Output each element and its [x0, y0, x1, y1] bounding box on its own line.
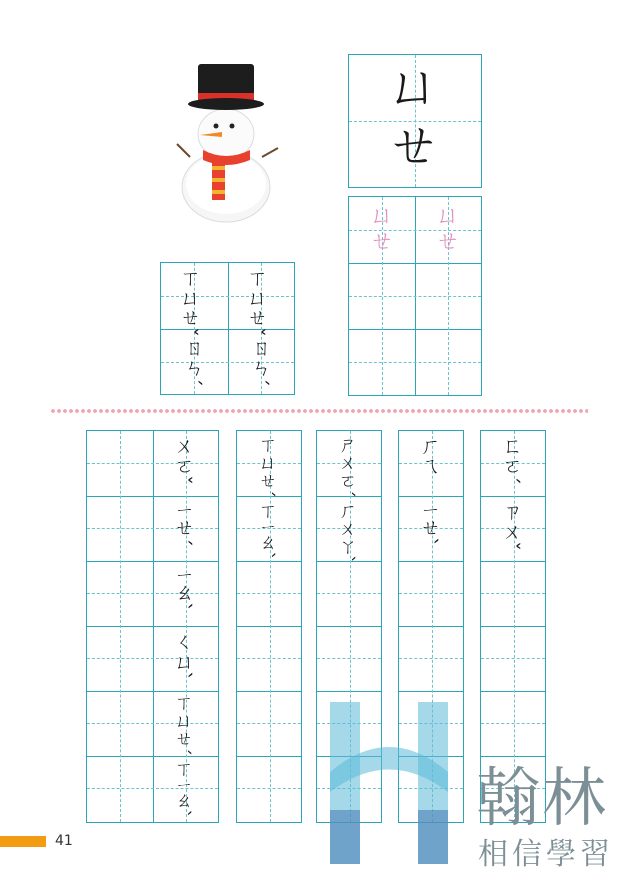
trace-char-2-top: ㄩ: [436, 201, 460, 229]
practice-entry: ㄧㄝˋ: [417, 501, 441, 547]
practice-entry: ㄈㄛˊ: [499, 435, 523, 485]
example-word-2-row2: ㄖㄣˊ: [248, 337, 272, 387]
snowman-illustration: [170, 62, 285, 224]
practice-entry: ㄧㄝˊ: [171, 501, 195, 547]
practice-entry: ㄒㄧㄠˋ: [256, 501, 277, 561]
practice-entry: ㄒㄩㄝˊ: [172, 693, 193, 756]
publisher-logo-slogan: 相信學習: [478, 837, 614, 872]
practice-column-4: [236, 430, 302, 823]
practice-entry: ㄧㄠˋ: [171, 566, 195, 612]
trace-char-1-bottom: ㄝ: [370, 227, 394, 255]
practice-entry: ㄨㄛˇ: [171, 435, 195, 485]
practice-entry: ㄒㄩㄝˊ: [256, 435, 277, 498]
main-char-top: ㄩ: [387, 54, 441, 117]
practice-entry: ㄏㄨㄚˋ: [336, 501, 357, 564]
trace-char-2-bottom: ㄝ: [436, 227, 460, 255]
publisher-logo-name: 翰林: [476, 762, 608, 836]
practice-entry: ㄏㄟ: [417, 435, 441, 475]
practice-entry: ㄒㄧㄠˋ: [172, 759, 193, 819]
practice-entry: ㄕㄨㄛˊ: [336, 435, 357, 498]
publisher-logo-mark: [330, 702, 450, 864]
trace-char-1-top: ㄩ: [370, 201, 394, 229]
example-word-2-row1: ㄒㄩㄝˇ: [244, 267, 268, 337]
example-word-1-row2: ㄖㄣˊ: [181, 337, 205, 387]
practice-entry: ㄑㄩˋ: [171, 631, 195, 681]
practice-column-5: [86, 430, 219, 823]
example-word-grid: [160, 262, 295, 395]
example-word-1-row1: ㄒㄩㄝˇ: [177, 267, 201, 337]
practice-entry: ㄗㄨˇ: [499, 501, 523, 551]
main-char-bottom: ㄝ: [387, 114, 441, 177]
tracing-grid: [348, 196, 482, 396]
page-number: 41: [55, 833, 73, 849]
dotted-separator: [50, 408, 588, 414]
page-number-bar: [0, 836, 46, 847]
main-character-box: [348, 54, 482, 188]
